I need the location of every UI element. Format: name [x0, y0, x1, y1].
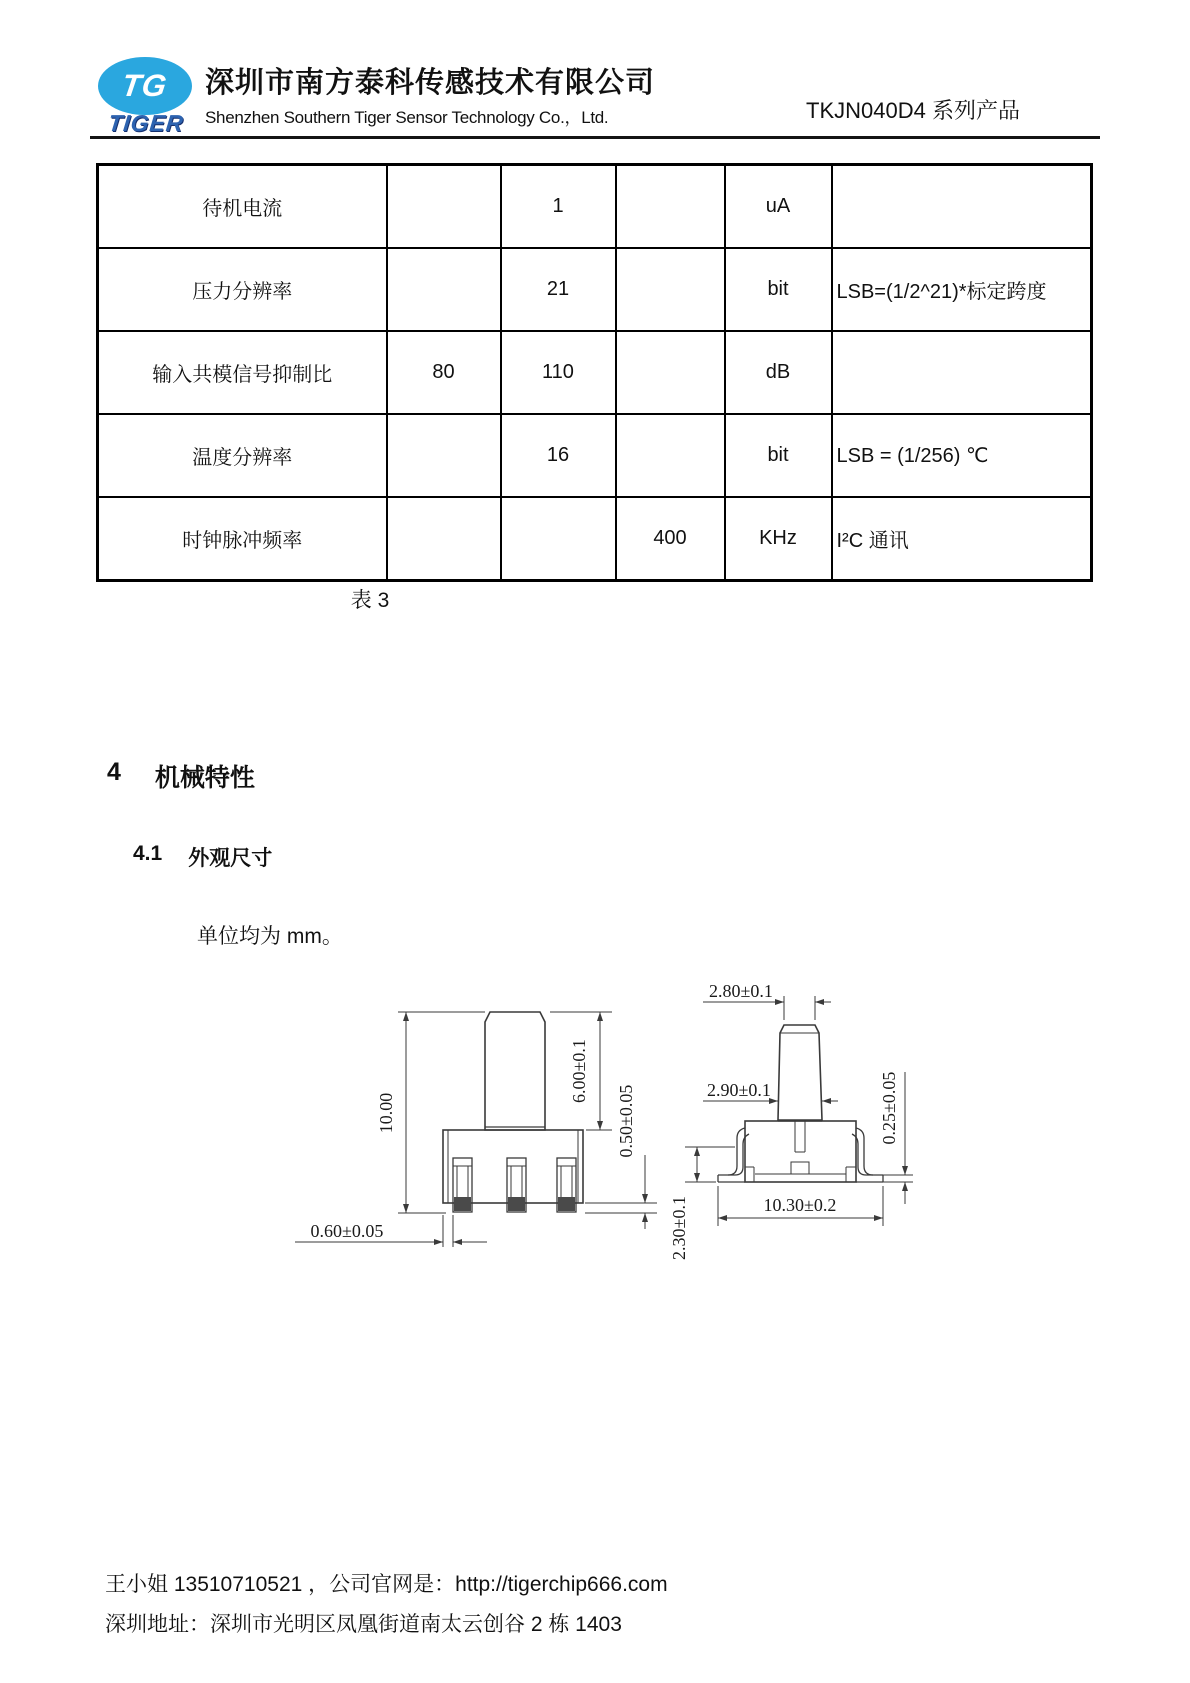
dim-port-top-width	[703, 981, 831, 1020]
table-row	[98, 248, 1092, 331]
dim-lead-thickness	[879, 1072, 913, 1204]
cell-param: 时钟脉冲频率	[98, 497, 387, 581]
dimension-label: 0.25±0.05	[879, 1071, 899, 1145]
cell-max	[616, 414, 725, 497]
cell-min	[387, 497, 501, 581]
cell-remark: LSB = (1/256) ℃	[832, 414, 1092, 497]
footer-address-line: 深圳地址：深圳市光明区凤凰街道南太云创谷 2 栋 1403	[105, 1613, 622, 1636]
logo-monogram: TG	[120, 68, 171, 103]
dim-total-height	[376, 1012, 485, 1213]
cell-min: 80	[387, 331, 501, 414]
table-row	[98, 165, 1092, 249]
dimension-label: 6.00±0.1	[569, 1039, 589, 1103]
spec-table	[96, 163, 1093, 582]
company-name-en: Shenzhen Southern Tiger Sensor Technology Co.，Ltd.	[205, 108, 609, 127]
dim-body-width	[718, 1186, 883, 1226]
cell-param: 压力分辨率	[98, 248, 387, 331]
dimension-label: 0.60±0.05	[310, 1221, 384, 1241]
company-name-cn: 深圳市南方泰科传感技术有限公司	[205, 67, 656, 99]
section-number: 4	[107, 758, 121, 786]
cell-max	[616, 248, 725, 331]
cell-unit: dB	[725, 331, 832, 414]
dimension-label: 2.80±0.1	[709, 981, 773, 1001]
cell-max	[616, 165, 725, 249]
logo-brand-text: TIGER	[107, 110, 186, 136]
cell-remark	[832, 165, 1092, 249]
side-view-drawing	[655, 980, 945, 1280]
cell-param: 待机电流	[98, 165, 387, 249]
pressure-port-outline	[778, 1025, 822, 1120]
header-divider	[90, 136, 1100, 139]
cell-remark: I²C 通讯	[832, 497, 1092, 581]
cell-unit: KHz	[725, 497, 832, 581]
cell-min	[387, 414, 501, 497]
dim-standoff	[585, 1085, 657, 1229]
pressure-port-outline	[485, 1012, 545, 1130]
table-row	[98, 497, 1092, 581]
section-title: 机械特性	[154, 764, 255, 792]
cell-param: 输入共模信号抑制比	[98, 331, 387, 414]
cell-param: 温度分辨率	[98, 414, 387, 497]
section-heading	[107, 758, 255, 794]
dimension-label: 2.90±0.1	[707, 1080, 771, 1100]
cell-typ: 1	[501, 165, 616, 249]
dimension-label: 0.50±0.05	[616, 1084, 636, 1158]
table-row	[98, 331, 1092, 414]
cell-min	[387, 165, 501, 249]
cell-remark	[832, 331, 1092, 414]
dimension-label: 10.30±0.2	[763, 1195, 837, 1215]
cell-max: 400	[616, 497, 725, 581]
dimension-label: 10.00	[376, 1092, 396, 1134]
cell-remark: LSB=(1/2^21)*标定跨度	[832, 248, 1092, 331]
cell-typ	[501, 497, 616, 581]
cell-unit: uA	[725, 165, 832, 249]
subsection-number: 4.1	[133, 842, 163, 865]
cell-unit: bit	[725, 248, 832, 331]
table-caption: 表 3	[350, 589, 390, 612]
cell-unit: bit	[725, 414, 832, 497]
cell-min	[387, 248, 501, 331]
cell-max	[616, 331, 725, 414]
cell-typ: 110	[501, 331, 616, 414]
product-series-title: TKJN040D4 系列产品	[806, 98, 1020, 123]
cell-typ: 16	[501, 414, 616, 497]
dim-wall-thickness	[295, 1215, 487, 1247]
front-view-drawing	[280, 985, 660, 1275]
bottom-bump	[791, 1162, 809, 1174]
dimension-label: 2.30±0.1	[669, 1196, 689, 1260]
subsection-title: 外观尺寸	[188, 847, 273, 870]
dim-port-height	[550, 1012, 612, 1130]
cell-typ: 21	[501, 248, 616, 331]
dim-port-bottom-width	[703, 1080, 838, 1104]
dim-lead-height	[669, 1147, 735, 1260]
footer-contact-line: 王小姐 13510710521 ，公司官网是：http://tigerchip666.com	[105, 1573, 668, 1596]
table-row	[98, 414, 1092, 497]
pin-legs	[453, 1158, 576, 1212]
subsection-heading	[133, 842, 272, 872]
tiger-logo-icon	[98, 57, 192, 115]
units-note: 单位均为 mm。	[197, 925, 343, 948]
top-slot	[795, 1121, 805, 1152]
